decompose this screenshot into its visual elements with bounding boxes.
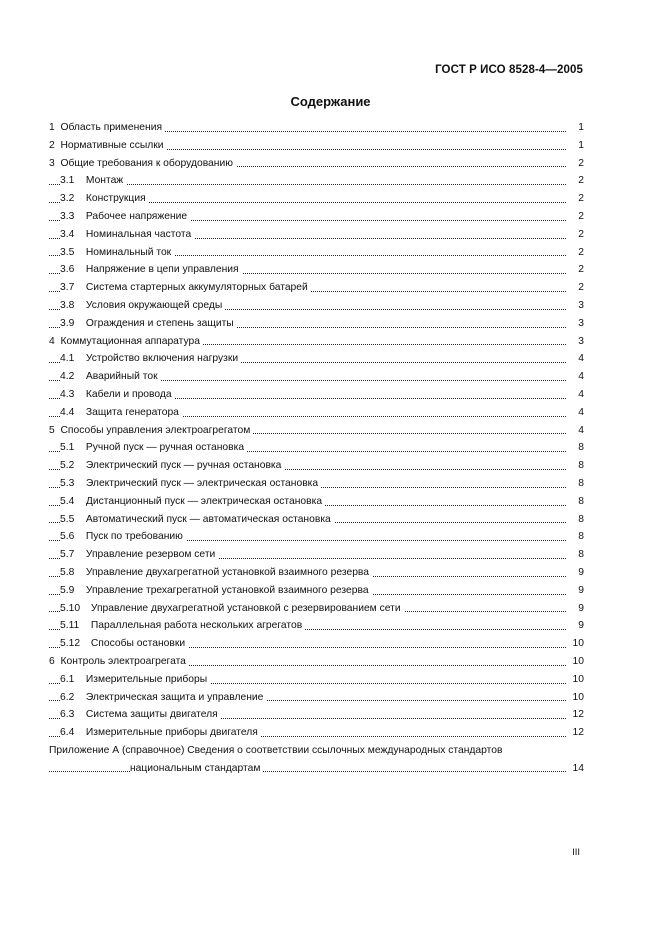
toc-entry-label xyxy=(60,300,225,311)
toc-entry[interactable] xyxy=(49,653,584,671)
toc-entry-page: 8 xyxy=(575,528,584,546)
standard-code: ГОСТ Р ИСО 8528-4—2005 xyxy=(435,64,583,76)
toc-entry-text: Управление трехагрегатной установкой взаимного резерва xyxy=(85,584,369,596)
toc-entry-number: 5.10 xyxy=(60,602,81,614)
toc-entry-page: 8 xyxy=(575,493,584,511)
toc-entry-number: 6 xyxy=(49,655,55,667)
toc-entry-number: 4.1 xyxy=(60,353,75,365)
appendix-continuation xyxy=(49,760,584,778)
toc-entry[interactable] xyxy=(49,600,584,618)
toc-entry-text: Напряжение в цепи управления xyxy=(85,264,239,276)
toc-entry-label xyxy=(60,549,218,560)
toc-entry-label xyxy=(60,442,247,453)
toc-entry-number: 4.3 xyxy=(60,388,75,400)
toc-entry-page: 2 xyxy=(575,244,584,262)
toc-entry-page: 8 xyxy=(575,475,584,493)
toc-entry-page: 10 xyxy=(570,689,584,707)
toc-entry-text: Управление резервом сети xyxy=(85,549,216,561)
toc-entry[interactable] xyxy=(49,582,584,600)
toc-entry-number: 6.1 xyxy=(60,673,75,685)
toc-entry-label xyxy=(60,264,242,275)
leader-dots xyxy=(49,184,566,185)
toc-entry-label xyxy=(49,122,165,133)
toc-entry-page: 2 xyxy=(575,172,584,190)
toc-entry-text: Ограждения и степень защиты xyxy=(85,317,234,329)
appendix-title: Приложение А (справочное) Сведения о соответствии ссылочных международных стандартов xyxy=(49,744,503,756)
toc-entry-number: 5.5 xyxy=(60,513,75,525)
toc-entry-label xyxy=(60,371,161,382)
toc-entry-label xyxy=(60,585,372,596)
toc-entry-text: Система стартерных аккумуляторных батарей xyxy=(85,282,308,294)
toc-entry-number: 5 xyxy=(49,424,55,436)
toc-entry-text: Электрический пуск — электрическая остановка xyxy=(85,477,319,489)
toc-entry[interactable] xyxy=(49,564,584,582)
toc-entry[interactable] xyxy=(49,689,584,707)
toc-entry-text: Монтаж xyxy=(85,175,124,187)
toc-entry-text: Коммутационная аппаратура xyxy=(60,335,201,347)
toc-entry-number: 3.4 xyxy=(60,228,75,240)
toc-entry-number: 4 xyxy=(49,335,55,347)
toc-entry-page: 12 xyxy=(570,724,584,742)
toc-entry-page: 8 xyxy=(575,457,584,475)
toc-entry-label xyxy=(60,727,261,738)
toc-entry-text: Управление двухагрегатной установкой с резервированием сети xyxy=(90,602,401,614)
toc-title: Содержание xyxy=(290,94,371,109)
toc-entry-number: 3 xyxy=(49,157,55,169)
toc-entry-text: Устройство включения нагрузки xyxy=(85,353,239,365)
toc-entry-label xyxy=(60,478,321,489)
toc-entry-page: 8 xyxy=(575,546,584,564)
toc-entry-label xyxy=(60,638,188,649)
toc-entry-label xyxy=(60,620,305,631)
toc-entry-number: 3.1 xyxy=(60,175,75,187)
toc-entry-text: Пуск по требованию xyxy=(85,531,183,543)
toc-entries xyxy=(49,119,584,742)
toc-entry-number: 4.4 xyxy=(60,406,75,418)
toc-entry-number: 2 xyxy=(49,139,55,151)
toc-entry-label xyxy=(60,603,404,614)
toc-entry-label xyxy=(60,353,241,364)
toc-appendix-entry[interactable] xyxy=(49,742,584,778)
toc-entry-text: Конструкция xyxy=(85,193,146,205)
toc-entry[interactable] xyxy=(49,155,584,173)
toc-entry-text: Измерительные приборы xyxy=(85,673,208,685)
toc-entry[interactable] xyxy=(49,119,584,137)
toc-entry-number: 3.7 xyxy=(60,282,75,294)
toc-entry-number: 5.2 xyxy=(60,460,75,472)
toc-entry-text: Контроль электроагрегата xyxy=(60,655,186,667)
toc-entry-page: 8 xyxy=(575,439,584,457)
toc-entry-number: 6.2 xyxy=(60,691,75,703)
toc-entry-page: 3 xyxy=(575,315,584,333)
toc-entry-label xyxy=(60,247,174,258)
toc-entry[interactable] xyxy=(49,190,584,208)
toc-entry-page: 12 xyxy=(570,706,584,724)
toc-entry[interactable] xyxy=(49,261,584,279)
toc-entry-label xyxy=(49,656,189,667)
toc-entry-number: 5.11 xyxy=(60,620,80,632)
toc-entry-text: Способы остановки xyxy=(90,638,186,650)
toc-entry[interactable] xyxy=(49,511,584,529)
toc-entry-number: 5.8 xyxy=(60,566,75,578)
toc-entry-label xyxy=(49,158,236,169)
toc-entry-text: Система защиты двигателя xyxy=(85,709,218,721)
toc-entry-label xyxy=(60,531,186,542)
toc-entry[interactable] xyxy=(49,671,584,689)
toc-entry[interactable] xyxy=(49,493,584,511)
toc-entry-text: Электрическая защита и управление xyxy=(85,691,264,703)
toc-entry[interactable] xyxy=(49,724,584,742)
toc-entry[interactable] xyxy=(49,475,584,493)
toc-entry-text: Защита генератора xyxy=(85,406,179,418)
toc-entry-page: 1 xyxy=(575,119,584,137)
toc-entry-number: 3.6 xyxy=(60,264,75,276)
toc-entry-page: 10 xyxy=(570,635,584,653)
toc-entry-number: 5.9 xyxy=(60,584,75,596)
toc-entry-page: 9 xyxy=(575,564,584,582)
toc-entry[interactable] xyxy=(49,315,584,333)
toc-entry-number: 3.5 xyxy=(60,246,75,258)
toc-entry[interactable] xyxy=(49,226,584,244)
toc-entry[interactable] xyxy=(49,404,584,422)
toc-entry[interactable] xyxy=(49,208,584,226)
toc-entry-label xyxy=(49,140,167,151)
toc-entry[interactable] xyxy=(49,706,584,724)
toc-entry-page: 8 xyxy=(575,511,584,529)
toc-entry-text: Автоматический пуск — автоматическая остановка xyxy=(85,513,331,525)
toc-entry[interactable] xyxy=(49,172,584,190)
toc-entry-number: 6.4 xyxy=(60,727,75,739)
toc-entry-page: 2 xyxy=(575,279,584,297)
toc-entry-number: 4.2 xyxy=(60,371,75,383)
appendix-title-cont: национальным стандартам xyxy=(130,763,263,774)
toc-entry[interactable] xyxy=(49,350,584,368)
toc-entry-label xyxy=(60,389,175,400)
toc-entry-text: Общие требования к оборудованию xyxy=(60,157,233,169)
toc-entry-number: 5.3 xyxy=(60,477,75,489)
toc-entry-number: 3.8 xyxy=(60,299,75,311)
toc-entry[interactable] xyxy=(49,439,584,457)
toc-entry[interactable] xyxy=(49,422,584,440)
toc-entry-number: 1 xyxy=(49,122,55,133)
page-number: III xyxy=(572,847,580,858)
toc-entry-number: 5.4 xyxy=(60,495,75,507)
toc-entry-text: Управление двухагрегатной установкой взаимного резерва xyxy=(85,566,369,578)
toc-entry-page: 4 xyxy=(575,386,584,404)
toc-entry-page: 10 xyxy=(570,653,584,671)
toc-entry[interactable] xyxy=(49,386,584,404)
toc-entry-number: 5.12 xyxy=(60,638,81,650)
table-of-contents xyxy=(49,119,584,777)
toc-entry-text: Рабочее напряжение xyxy=(85,210,188,222)
toc-entry-text: Аварийный ток xyxy=(85,371,158,383)
toc-entry-number: 5.1 xyxy=(60,442,75,454)
toc-entry-label xyxy=(60,460,284,471)
toc-entry-text: Номинальная частота xyxy=(85,228,192,240)
toc-entry[interactable] xyxy=(49,137,584,155)
toc-entry-label xyxy=(60,514,334,525)
appendix-page: 14 xyxy=(570,760,584,778)
toc-entry-text: Область применения xyxy=(60,122,163,133)
toc-entry-page: 9 xyxy=(575,600,584,618)
toc-entry-number: 3.3 xyxy=(60,210,75,222)
leader-dots xyxy=(49,771,566,772)
toc-entry-text: Номинальный ток xyxy=(85,246,172,258)
toc-entry[interactable] xyxy=(49,244,584,262)
toc-entry-label xyxy=(60,674,210,685)
toc-entry-page: 10 xyxy=(570,671,584,689)
toc-entry-page: 1 xyxy=(575,137,584,155)
toc-entry-text: Параллельная работа нескольких агрегатов xyxy=(90,620,303,632)
toc-entry-label xyxy=(60,567,372,578)
toc-entry-page: 2 xyxy=(575,208,584,226)
toc-entry[interactable] xyxy=(49,279,584,297)
toc-entry-text: Дистанционный пуск — электрическая остановка xyxy=(85,495,323,507)
toc-entry[interactable] xyxy=(49,617,584,635)
toc-entry-label xyxy=(60,496,325,507)
toc-entry-page: 4 xyxy=(575,350,584,368)
toc-entry-page: 3 xyxy=(575,333,584,351)
toc-entry-page: 9 xyxy=(575,617,584,635)
toc-entry-label xyxy=(60,229,194,240)
toc-entry-text: Электрический пуск — ручная остановка xyxy=(85,460,282,472)
toc-entry-label xyxy=(60,175,126,186)
toc-entry-page: 4 xyxy=(575,368,584,386)
toc-entry-page: 2 xyxy=(575,261,584,279)
toc-entry-page: 4 xyxy=(575,404,584,422)
toc-entry-number: 5.6 xyxy=(60,531,75,543)
toc-entry[interactable] xyxy=(49,368,584,386)
toc-entry[interactable] xyxy=(49,333,584,351)
toc-entry[interactable] xyxy=(49,635,584,653)
toc-entry-label xyxy=(60,318,237,329)
toc-entry-label xyxy=(60,193,149,204)
toc-entry-text: Измерительные приборы двигателя xyxy=(85,727,258,739)
toc-entry-page: 2 xyxy=(575,190,584,208)
toc-entry-page: 2 xyxy=(575,226,584,244)
toc-entry-number: 5.7 xyxy=(60,549,75,561)
toc-entry[interactable] xyxy=(49,528,584,546)
toc-entry-number: 3.9 xyxy=(60,317,75,329)
toc-entry-text: Условия окружающей среды xyxy=(85,299,223,311)
toc-entry-page: 3 xyxy=(575,297,584,315)
toc-entry-number: 3.2 xyxy=(60,193,75,205)
toc-entry-text: Ручной пуск — ручная остановка xyxy=(85,442,245,454)
toc-entry-page: 4 xyxy=(575,422,584,440)
toc-entry-page: 2 xyxy=(575,155,584,173)
toc-entry-label xyxy=(49,336,203,347)
toc-entry-page: 9 xyxy=(575,582,584,600)
toc-entry-label xyxy=(49,425,253,436)
toc-entry-number: 6.3 xyxy=(60,709,75,721)
toc-entry-label xyxy=(60,407,182,418)
toc-entry-text: Кабели и провода xyxy=(85,388,172,400)
toc-entry-label xyxy=(60,211,190,222)
toc-entry[interactable] xyxy=(49,297,584,315)
toc-entry-label xyxy=(60,282,311,293)
toc-entry[interactable] xyxy=(49,457,584,475)
toc-entry-label xyxy=(60,692,266,703)
toc-entry-label xyxy=(60,709,221,720)
toc-entry-text: Нормативные ссылки xyxy=(60,139,164,151)
toc-entry-text: Способы управления электроагрегатом xyxy=(60,424,251,436)
toc-entry[interactable] xyxy=(49,546,584,564)
